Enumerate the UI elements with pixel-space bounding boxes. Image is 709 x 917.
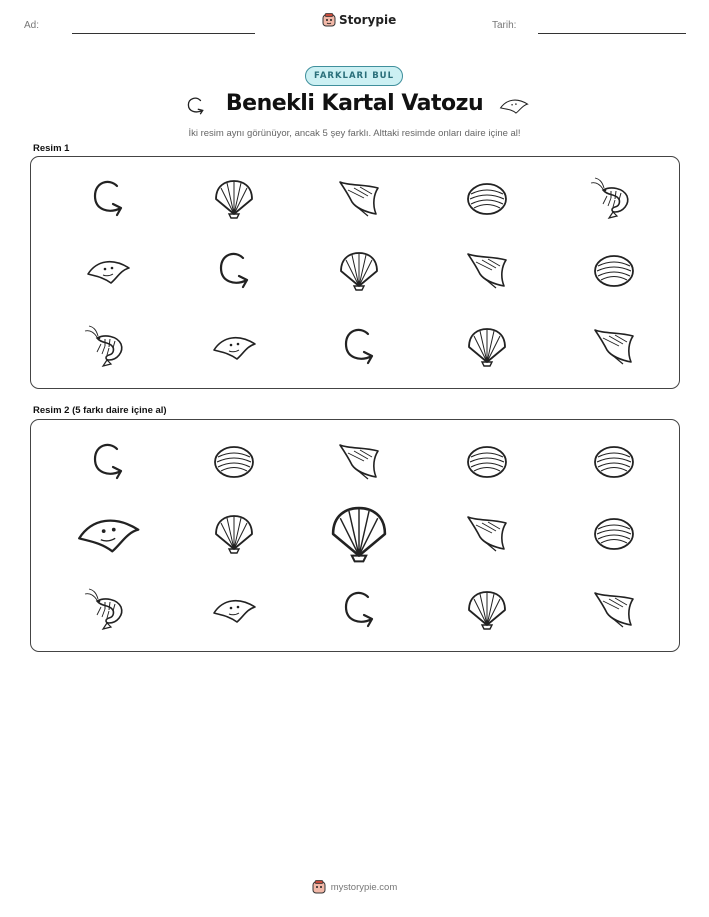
picture1-label: Resim 1: [33, 143, 70, 154]
hook-icon[interactable]: [83, 174, 133, 224]
hook-icon[interactable]: [209, 246, 259, 296]
stingray-icon[interactable]: [462, 246, 512, 296]
shrimp-icon[interactable]: [589, 174, 639, 224]
scallop-icon[interactable]: [323, 498, 395, 570]
scallop-icon[interactable]: [209, 509, 259, 559]
clam-icon[interactable]: [589, 246, 639, 296]
footer-link[interactable]: mystorypie.com: [330, 881, 398, 893]
ray-icon[interactable]: [83, 246, 133, 296]
stingray-icon[interactable]: [334, 174, 384, 224]
picture1-panel[interactable]: [30, 156, 680, 389]
stingray-icon[interactable]: [334, 437, 384, 487]
name-line[interactable]: [72, 33, 255, 34]
scallop-icon[interactable]: [334, 246, 384, 296]
instructions-text: İki resim aynı görünüyor, ancak 5 şey farklı. Alttaki resimde onları daire içine al!: [188, 128, 521, 139]
shrimp-icon[interactable]: [83, 585, 133, 635]
clam-icon[interactable]: [589, 509, 639, 559]
storypie-logo-icon: [312, 880, 326, 894]
date-label: Tarih:: [492, 20, 517, 31]
hook-icon[interactable]: [83, 437, 133, 487]
ray-icon[interactable]: [209, 322, 259, 372]
hook-icon[interactable]: [334, 585, 384, 635]
scallop-icon[interactable]: [462, 585, 512, 635]
activity-badge: FARKLARI BUL: [305, 66, 403, 86]
clam-icon[interactable]: [589, 437, 639, 487]
brand-logo: [322, 13, 396, 27]
clam-icon[interactable]: [462, 174, 512, 224]
picture2-panel[interactable]: [30, 419, 680, 652]
stingray-icon[interactable]: [589, 585, 639, 635]
brand-name: Storypie: [339, 13, 397, 27]
storypie-logo-icon: [322, 13, 336, 27]
clam-icon[interactable]: [209, 437, 259, 487]
page-title: Benekli Kartal Vatozu: [225, 91, 484, 116]
name-label: Ad:: [24, 20, 40, 31]
footer: [0, 880, 709, 894]
shrimp-icon[interactable]: [83, 322, 133, 372]
scallop-icon[interactable]: [462, 322, 512, 372]
hook-icon[interactable]: [334, 322, 384, 372]
clam-icon[interactable]: [462, 437, 512, 487]
stingray-icon[interactable]: [462, 509, 512, 559]
ray-icon: [498, 96, 530, 116]
picture2-label: Resim 2 (5 farkı daire içine al): [33, 405, 167, 416]
date-line[interactable]: [538, 33, 686, 34]
ray-icon[interactable]: [209, 585, 259, 635]
scallop-icon[interactable]: [209, 174, 259, 224]
stingray-icon[interactable]: [589, 322, 639, 372]
ray-icon[interactable]: [72, 498, 144, 570]
